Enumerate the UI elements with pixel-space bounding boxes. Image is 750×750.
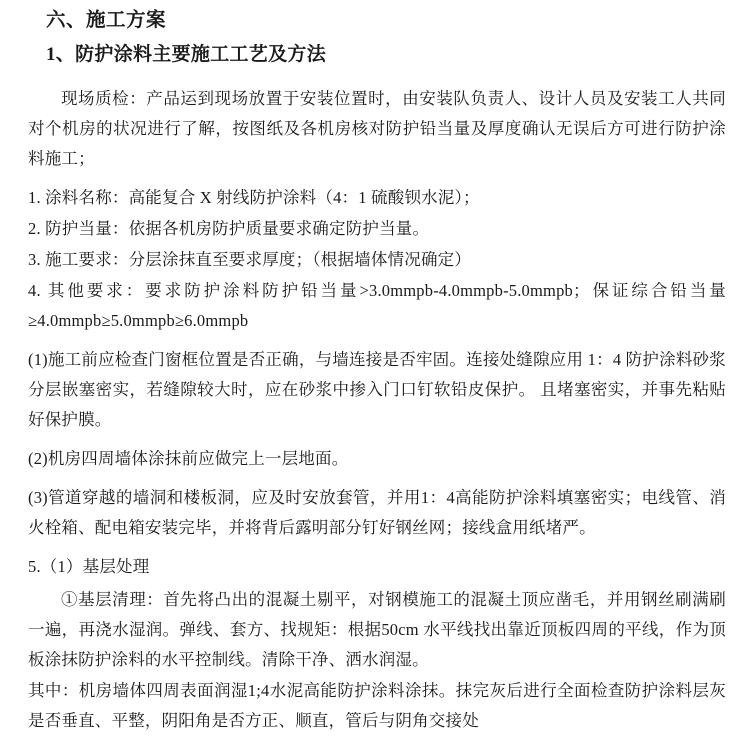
paragraph-item-7: (3)管道穿越的墙洞和楼板洞，应及时安放套管，并用1：4高能防护涂料填塞密实；电线管、消火栓箱、配电箱安装完毕，并将背后露明部分钉好钢丝网；接线盒用纸堵严。 xyxy=(28,488,726,538)
section-heading: 1、防护涂料主要施工工艺及方法 xyxy=(46,44,327,66)
paragraph-item-5: (1)施工前应检查门窗框位置是否正确，与墙连接是否牢固。连接处缝隙应用 1：4 防护涂料砂浆分层嵌塞密实，若缝隙较大时，应在砂浆中掺入门口钉软铅皮保护。 且堵塞密实，并事先粘贴好保护膜。 xyxy=(28,350,726,430)
paragraph-base-cleaning: ①基层清理：首先将凸出的混凝土剔平，对钢模施工的混凝土顶应凿毛，并用钢丝刷满刷一遍，再浇水湿润。弹线、套方、找规矩：根据50cm 水平线找出靠近顶板四周的平线，作为顶板涂抹防护涂料的水平控制线。清除干净、洒水润湿。 xyxy=(28,590,726,670)
page-title: 六、施工方案 xyxy=(46,10,167,31)
subsection-heading-base-treatment: 5.（1）基层处理 xyxy=(28,557,150,577)
paragraph-item-3: 3. 施工要求：分层涂抹直至要求厚度；（根据墙体情况确定） xyxy=(28,250,472,270)
paragraph-item-4: 4. 其他要求：要求防护涂料防护铅当量>3.0mmpb-4.0mmpb-5.0mmpb；保证综合铅当量≥4.0mmpb≥5.0mmpb≥6.0mmpb xyxy=(28,281,726,331)
paragraph-item-1: 1. 涂料名称：高能复合 X 射线防护涂料（4：1 硫酸钡水泥）； xyxy=(28,188,480,208)
paragraph-site-inspection: 现场质检：产品运到现场放置于安装位置时，由安装队负责人、设计人员及安装工人共同对个机房的状况进行了解，按图纸及各机房核对防护铅当量及厚度确认无误后方可进行防护涂料施工； xyxy=(28,89,726,169)
paragraph-item-2: 2. 防护当量：依据各机房防护质量要求确定防护当量。 xyxy=(28,219,430,239)
paragraph-wall-coating-note: 其中：机房墙体四周表面润湿1;4水泥高能防护涂料涂抹。抹完灰后进行全面检查防护涂料层灰是否垂直、平整，阴阳角是否方正、顺直，管后与阴角交接处 xyxy=(28,681,726,731)
paragraph-item-6: (2)机房四周墙体涂抹前应做完上一层地面。 xyxy=(28,449,349,469)
